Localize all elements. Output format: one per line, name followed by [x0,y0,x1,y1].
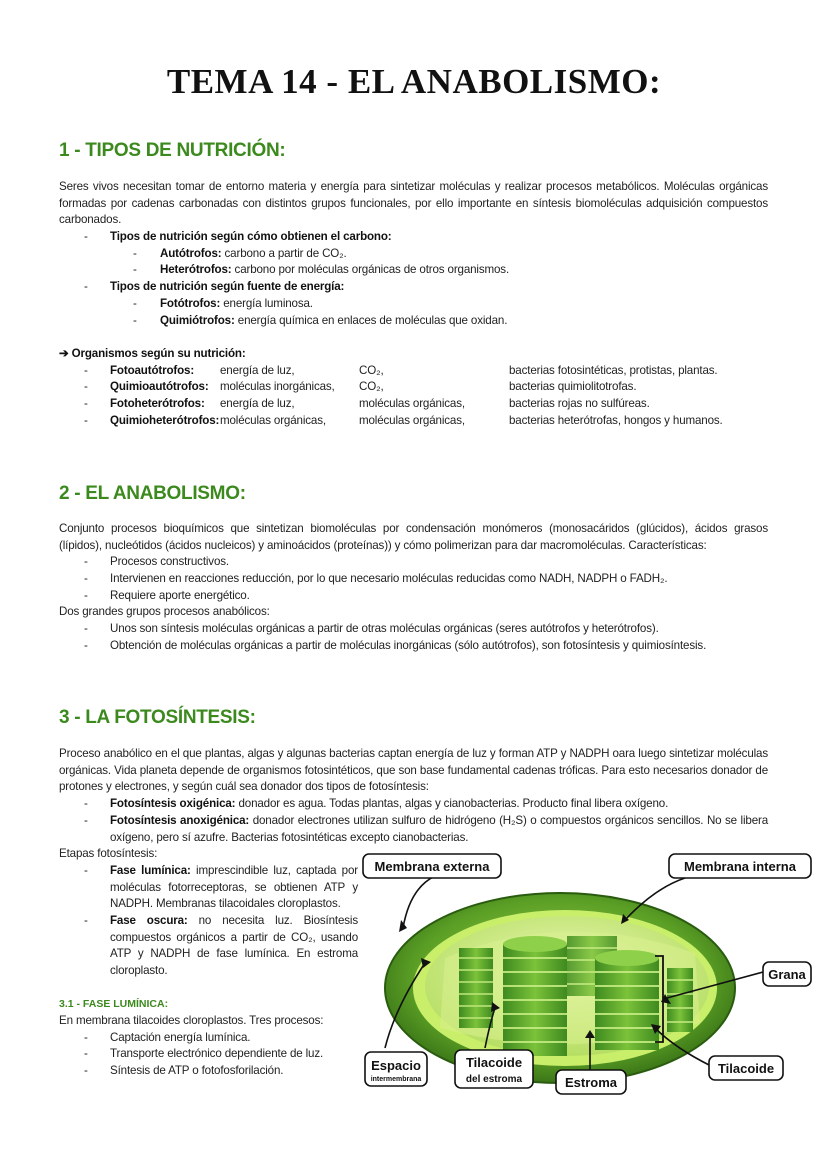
bullet-dash: - [133,314,137,327]
fotosintesis-intro: Proceso anabólico en el que plantas, algas y algunas bacterias captan energía de luz y forman ATP y NADPH oara luego sintetizar moléculas orgánicas. Vida planeta depende de organismos fotosintéticos, que son base fundamental cadenas tróficas. Para esto necesarios donador de protones y electrones, y según cuál sea donador dos tipos de fotosíntesis: [59,747,768,794]
svg-text:Estroma: Estroma [564,1075,618,1090]
granum-stack-right [595,950,659,1050]
row-energy: energía de luz, [220,364,295,377]
arrowhead [399,920,407,932]
row-examples: bacterias rojas no sulfúreas. [509,397,650,410]
page-title: TEMA 14 - EL ANABOLISMO: [166,62,662,101]
label-grana [763,962,811,986]
bullet-dash: - [84,864,88,877]
label-espacio-intermembrana [365,1052,427,1086]
oxigenica-item: Fotosíntesis oxigénica: donador es agua. Todas plantas, algas y cianobacterias. Producto final libera oxígeno. [110,797,669,810]
bullet-dash: - [84,1064,88,1077]
caracteristica-item: Procesos constructivos. [110,555,229,568]
section-heading-nutricion: 1 - TIPOS DE NUTRICIÓN: [59,140,286,161]
proceso-item: Síntesis de ATP o fotofosforilación. [110,1064,284,1077]
row-name: Quimioautótrofos: [110,380,209,393]
fase-luminica-item: Fase lumínica: imprescindible luz, captada por moléculas fotorreceptoras, se obtienen ATP y NADPH. Membranas tilacoidales cloroplastos. [110,864,358,911]
section-heading-anabolismo: 2 - EL ANABOLISMO: [59,483,246,504]
svg-text:Membrana interna: Membrana interna [684,859,796,874]
bullet-dash: - [84,814,88,827]
bullet-dash: - [84,230,88,243]
bullet-dash: - [84,1031,88,1044]
nutricion-intro: Seres vivos necesitan tomar de entorno materia y energía para sintetizar moléculas y realizar procesos metabólicos. Moléculas orgánicas formadas por cadenas carbonadas con distintos grupos funcionales, por ello importante en síntesis biomoléculas adquisición compuestos carbonados. [59,180,768,227]
grupo-item: Unos son síntesis moléculas orgánicas a partir de otras moléculas orgánicas (seres autótrofos y heterótrofos). [110,622,659,635]
bullet-dash: - [84,380,88,393]
bullet-dash: - [84,280,88,293]
carbon-types-title: Tipos de nutrición según cómo obtienen el carbono: [110,230,392,243]
row-name: Fotoheterótrofos: [110,397,205,410]
row-carbon: CO₂, [359,364,384,377]
bullet-dash: - [84,364,88,377]
row-examples: bacterias fotosintéticas, protistas, plantas. [509,364,718,377]
label-membrana-interna [669,854,811,878]
granum-stack-left [459,948,493,1028]
bullet-dash: - [84,555,88,568]
row-carbon: moléculas orgánicas, [359,414,465,427]
row-name: Fotoautótrofos: [110,364,195,377]
energy-types-title: Tipos de nutrición según fuente de energía: [110,280,345,293]
bullet-dash: - [84,397,88,410]
row-energy: moléculas inorgánicas, [220,380,335,393]
bullet-dash: - [133,297,137,310]
quimiotrofos-item: Quimiótrofos: energía química en enlaces de moléculas que oxidan. [160,314,508,327]
bullet-dash: - [84,797,88,810]
bullet-dash: - [84,572,88,585]
bullet-dash: - [84,639,88,652]
anabolismo-intro: Conjunto procesos bioquímicos que sintetizan biomoléculas por condensación monómeros (monosacáridos (glúcidos), ácidos grasos (lípidos), nucleótidos (ácidos nucleicos) y aminoácidos (proteínas)) y cómo polimerizan para dar macromoléculas. Características: [59,522,768,552]
subsection-heading-fase-luminica: 3.1 - FASE LUMÍNICA: [59,998,169,1010]
svg-text:del estroma: del estroma [465,1074,523,1085]
row-carbon: CO₂, [359,380,384,393]
arrow-membrana-externa [403,876,435,928]
label-tilacoide-estroma [455,1050,533,1088]
svg-text:Tilacoide: Tilacoide [717,1061,775,1076]
section-heading-fotosintesis: 3 - LA FOTOSÍNTESIS: [59,707,256,728]
svg-text:Membrana externa: Membrana externa [374,859,490,874]
label-membrana-externa [363,854,501,878]
chloroplast-diagram [355,848,815,1098]
autotrofos-item: Autótrofos: carbono a partir de CO₂. [160,247,347,260]
bullet-dash: - [84,914,88,927]
bullet-dash: - [133,247,137,260]
grupo-item: Obtención de moléculas orgánicas a partir de moléculas inorgánicas (sólo autótrofos), son fotosíntesis y quimiosíntesis. [110,639,707,652]
organismos-title: ➔ Organismos según su nutrición: [59,347,246,360]
svg-text:intermembrana: intermembrana [370,1076,422,1083]
granum-stack-center [503,936,567,1056]
row-carbon: moléculas orgánicas, [359,397,465,410]
anoxigenica-item: Fotosíntesis anoxigénica: donador electrones utilizan sulfuro de hidrógeno (H₂S) o compuestos orgánicos sencillos. No se libera oxígeno, pero sí azufre. Bacterias fotosintéticas excepto cianobacterias. [110,814,769,844]
granum-stack-far-right [667,968,693,1032]
proceso-item: Captación energía lumínica. [110,1031,251,1044]
label-estroma [556,1070,626,1094]
bullet-dash: - [84,1047,88,1060]
heterotrofos-item: Heterótrofos: carbono por moléculas orgánicas de otros organismos. [160,263,510,276]
proceso-item: Transporte electrónico dependiente de luz. [110,1047,324,1060]
etapas-title: Etapas fotosíntesis: [59,847,158,860]
svg-text:Tilacoide: Tilacoide [465,1055,523,1070]
row-energy: moléculas orgánicas, [220,414,326,427]
bullet-dash: - [84,622,88,635]
svg-text:Grana: Grana [768,967,806,982]
fase-luminica-intro: En membrana tilacoides cloroplastos. Tres procesos: [59,1014,324,1027]
caracteristica-item: Intervienen en reacciones reducción, por lo que necesario moléculas reducidas como NADH, NADPH o FADH₂. [110,572,668,585]
row-examples: bacterias heterótrofas, hongos y humanos. [509,414,723,427]
label-tilacoide [709,1056,783,1080]
bullet-dash: - [133,263,137,276]
row-examples: bacterias quimiolitotrofas. [509,380,637,393]
caracteristica-item: Requiere aporte energético. [110,589,250,602]
fototrofos-item: Fotótrofos: energía luminosa. [160,297,313,310]
row-energy: energía de luz, [220,397,295,410]
row-name: Quimioheterótrofos: [110,414,220,427]
fase-oscura-item: Fase oscura: no necesita luz. Biosíntesis compuestos orgánicos a partir de CO₂, usando ATP y NADPH de fase lumínica. En estroma cloroplasto. [110,914,358,977]
grupos-title: Dos grandes grupos procesos anabólicos: [59,605,270,618]
bullet-dash: - [84,414,88,427]
bullet-dash: - [84,589,88,602]
svg-text:Espacio: Espacio [371,1058,421,1073]
